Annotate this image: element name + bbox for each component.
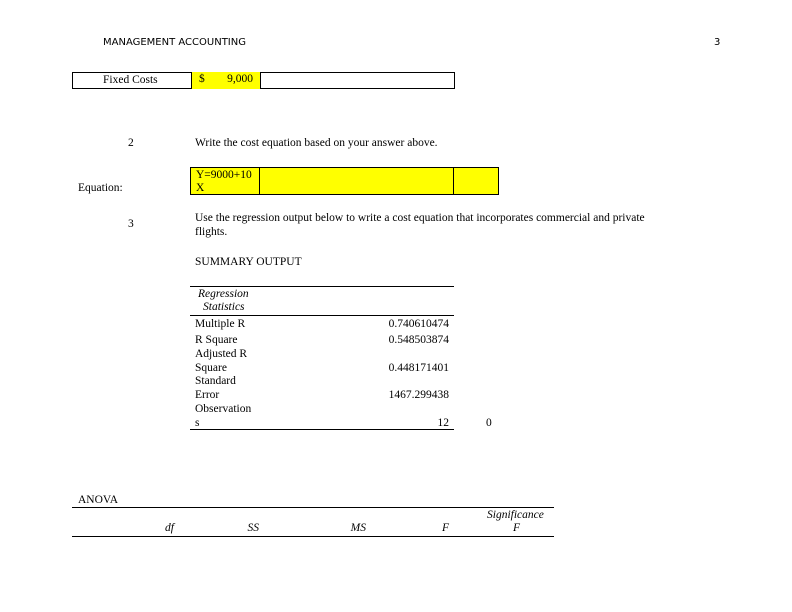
- question-3-number: 3: [128, 218, 134, 230]
- summary-header-rule: [190, 315, 454, 316]
- question-2-number: 2: [128, 137, 134, 149]
- anova-header-significance-line-1: Significance: [487, 509, 544, 521]
- anova-header-significance-line-2: F: [513, 522, 521, 534]
- stat-label-observations-line-1: Observation: [195, 403, 252, 415]
- equation-line-2: X: [196, 182, 205, 194]
- equation-cell-divider: [259, 168, 454, 194]
- equation-label: Equation:: [78, 182, 123, 194]
- stat-value-standard-error: 1467.299438: [388, 389, 449, 401]
- stat-value-r-square: 0.548503874: [388, 334, 449, 346]
- equation-line-1: Y=9000+10: [196, 169, 252, 181]
- question-3-text-line-1: Use the regression output below to write a cost equation that incorporates commercial and private: [195, 212, 645, 224]
- stat-extra-value: 0: [486, 417, 492, 429]
- summary-output-title: SUMMARY OUTPUT: [195, 256, 302, 268]
- fixed-costs-cell[interactable]: [191, 72, 261, 89]
- currency-symbol: $: [199, 73, 205, 85]
- page-header-title: MANAGEMENT ACCOUNTING: [103, 37, 246, 48]
- anova-header-df: df: [165, 522, 174, 534]
- stat-label-adjusted-r-square-line-2: Square: [195, 362, 227, 374]
- stat-value-adjusted-r-square: 0.448171401: [388, 362, 449, 374]
- stat-value-multiple-r: 0.740610474: [388, 318, 449, 330]
- anova-header-ss: SS: [247, 522, 259, 534]
- regression-statistics-header-line-1: Regression: [198, 288, 249, 300]
- anova-top-rule: [72, 507, 554, 508]
- stat-value-observations: 12: [437, 417, 449, 429]
- stat-label-r-square: R Square: [195, 334, 238, 346]
- fixed-costs-label: Fixed Costs: [103, 74, 158, 86]
- summary-top-rule: [190, 286, 454, 287]
- fixed-costs-value: 9,000: [227, 73, 253, 85]
- page-number: 3: [714, 37, 721, 48]
- equation-cell[interactable]: [190, 167, 499, 195]
- anova-title: ANOVA: [78, 494, 119, 506]
- question-2-text: Write the cost equation based on your answer above.: [195, 137, 438, 149]
- regression-statistics-header-line-2: Statistics: [203, 301, 245, 313]
- stat-label-standard-error-line-2: Error: [195, 389, 220, 401]
- question-3-text-line-2: flights.: [195, 226, 228, 238]
- anova-header-rule: [72, 536, 554, 537]
- anova-header-f: F: [441, 522, 449, 534]
- fixed-costs-row: [72, 72, 455, 89]
- summary-bottom-rule: [190, 429, 454, 430]
- stat-label-standard-error-line-1: Standard: [195, 375, 236, 387]
- anova-header-ms: MS: [350, 522, 366, 534]
- stat-label-observations-line-2: s: [195, 417, 200, 429]
- stat-label-adjusted-r-square-line-1: Adjusted R: [195, 348, 248, 360]
- stat-label-multiple-r: Multiple R: [195, 318, 246, 330]
